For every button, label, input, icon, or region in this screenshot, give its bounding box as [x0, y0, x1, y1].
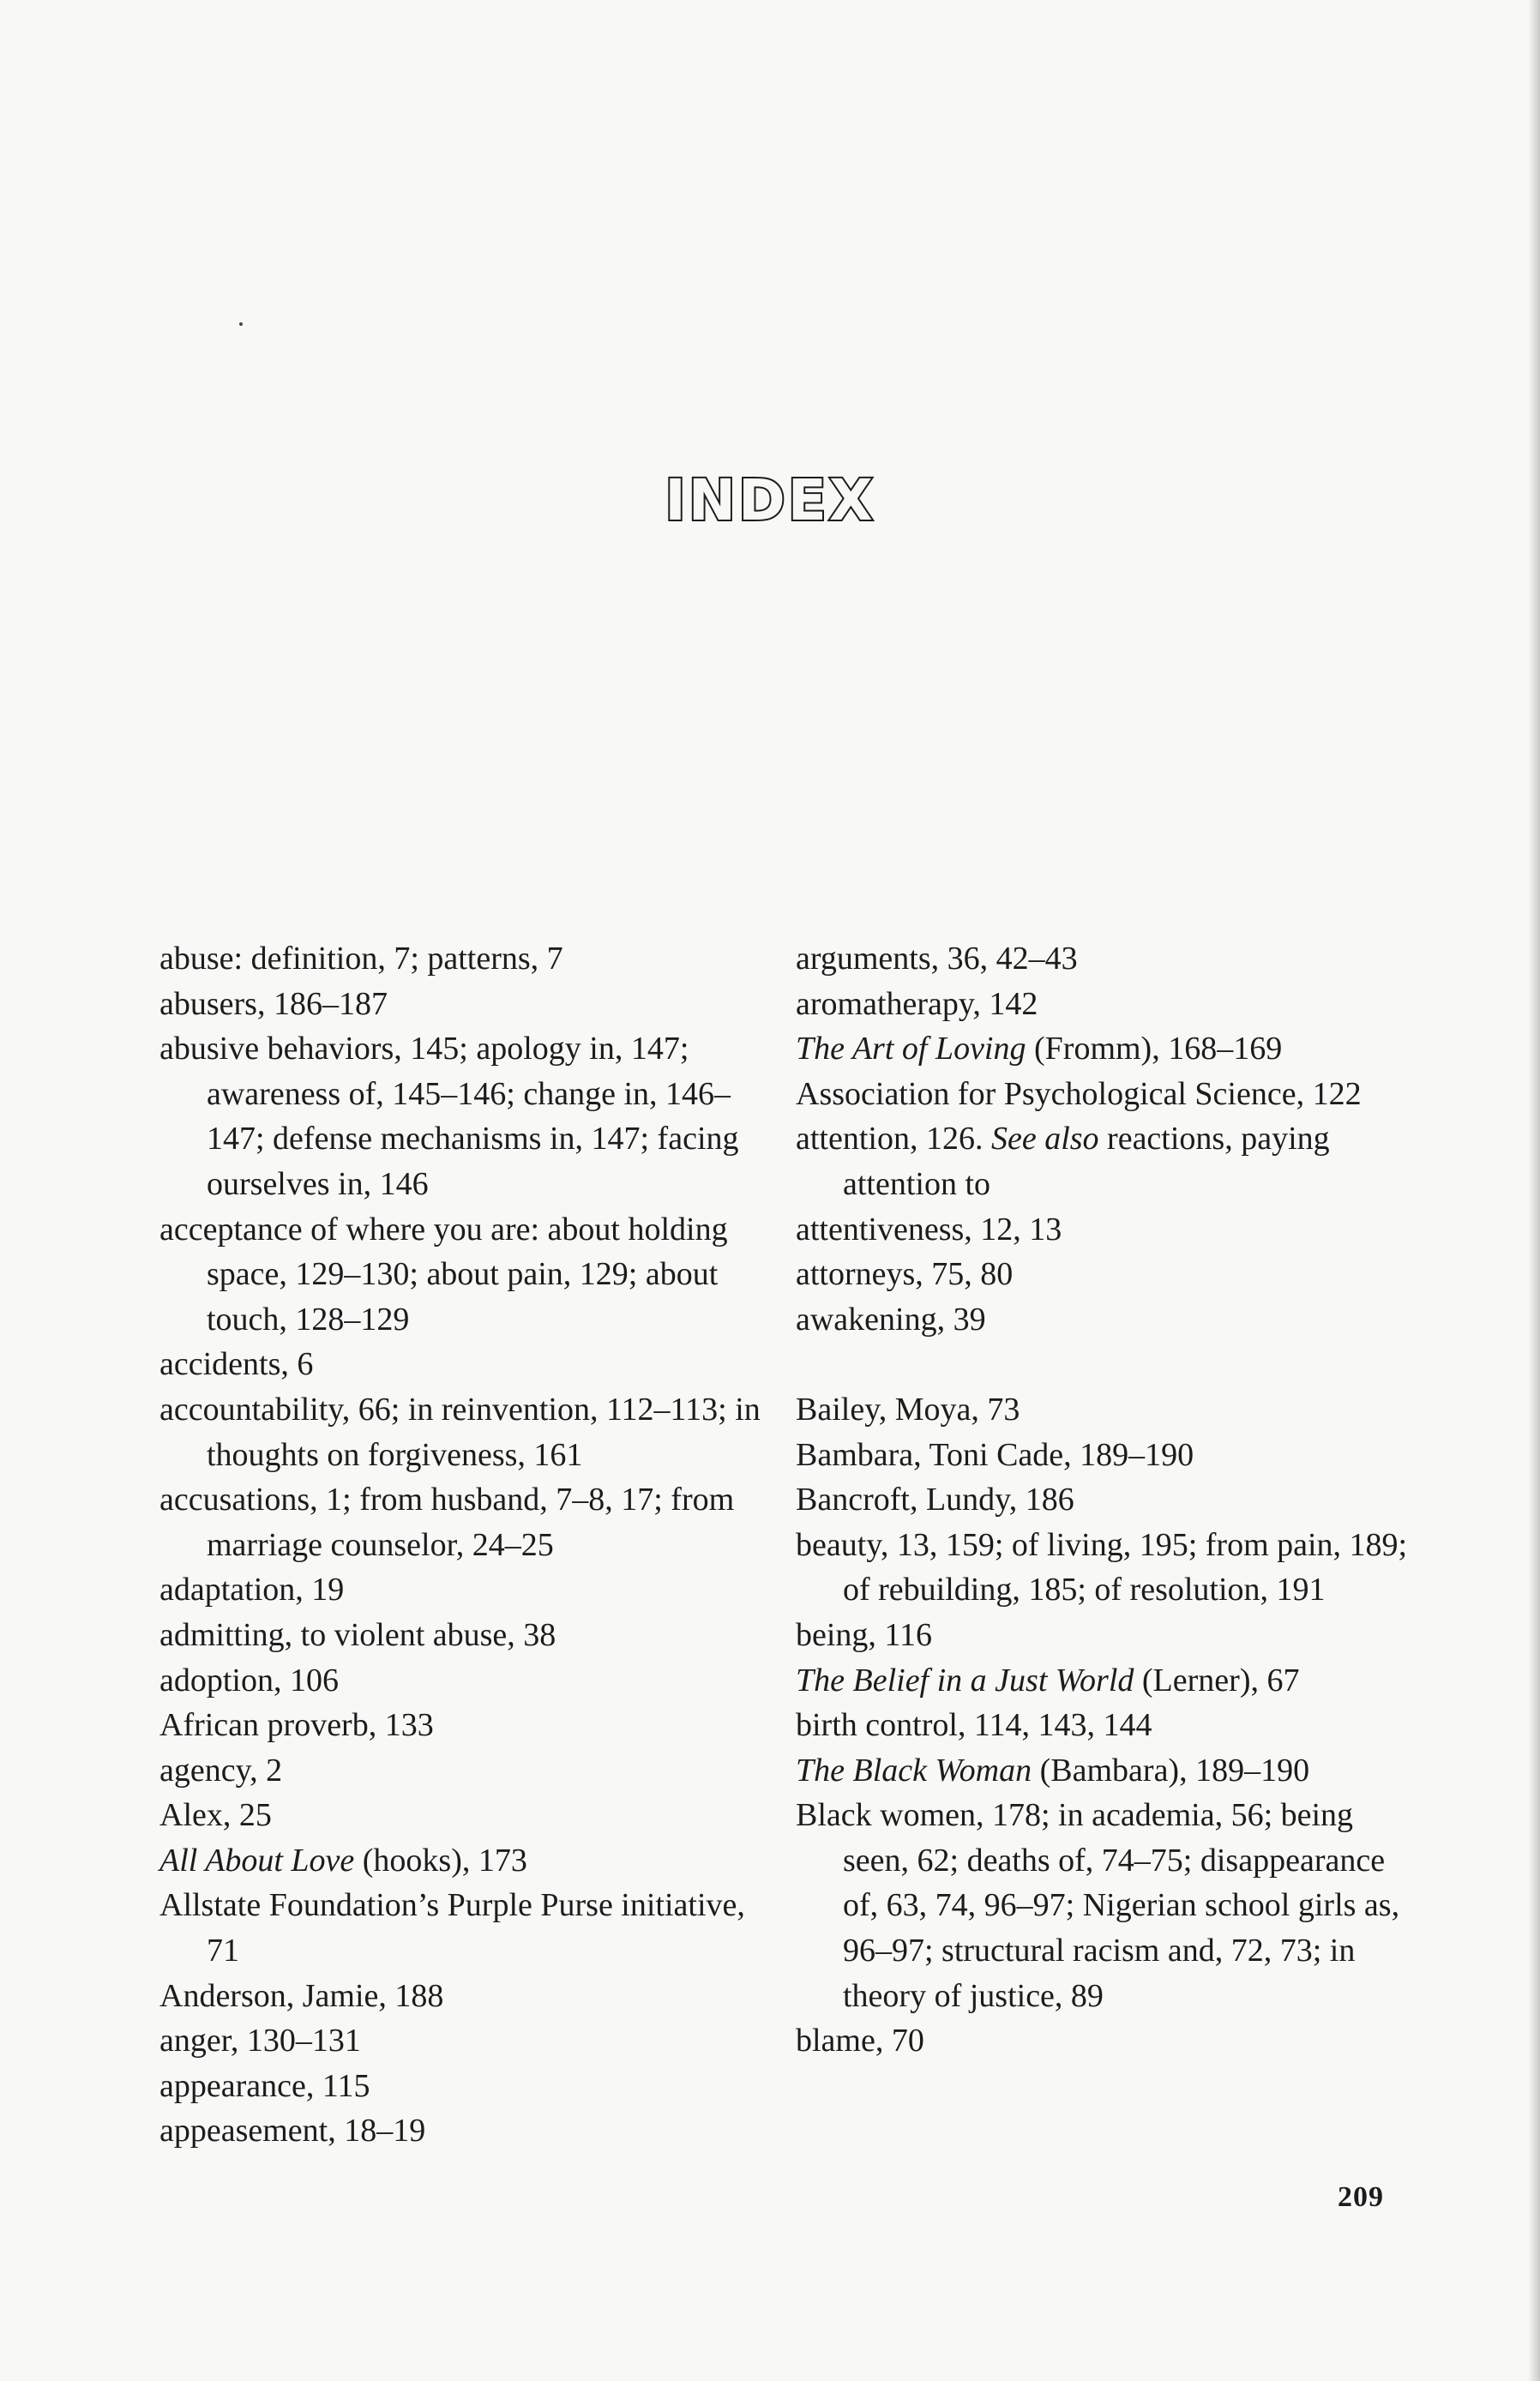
index-entry: aromatherapy, 142: [796, 985, 1038, 1022]
index-entry: Anderson, Jamie, 188: [159, 1977, 444, 2014]
index-entry: abusive behaviors, 145; apology in, 147; awareness of, 145–146; change in, 146–147; defense mechanisms in, 147; facing ourselves in, 146: [159, 1031, 739, 1202]
index-entry: Alex, 25: [159, 1797, 272, 1834]
index-entry: being, 116: [796, 1616, 933, 1653]
page-title: INDEX: [665, 467, 875, 533]
index-entry: beauty, 13, 159; of living, 195; from pain, 189; of rebuilding, 185; of resolution, 191: [796, 1526, 1408, 1608]
index-entry: The Belief in a Just World (Lerner), 67: [796, 1662, 1300, 1699]
index-entry: Bancroft, Lundy, 186: [796, 1482, 1074, 1518]
index-entry: The Art of Loving (Fromm), 168–169: [796, 1031, 1283, 1067]
index-entry: attention, 126. See also reactions, paying attention to: [796, 1121, 1330, 1202]
index-entry: anger, 130–131: [159, 2023, 361, 2059]
index-entry: abuse: definition, 7; patterns, 7: [159, 941, 563, 977]
index-entry: accusations, 1; from husband, 7–8, 17; from marriage counselor, 24–25: [159, 1482, 735, 1563]
index-column-left: [159, 936, 777, 2154]
index-entry: accidents, 6: [159, 1346, 314, 1383]
index-entry: adaptation, 19: [159, 1572, 345, 1608]
index-entry: African proverb, 133: [159, 1707, 434, 1744]
index-entry: Allstate Foundation’s Purple Purse initiative, 71: [159, 1887, 745, 1969]
index-entry: awakening, 39: [796, 1301, 986, 1338]
index-entry: agency, 2: [159, 1752, 283, 1789]
index-entry: Association for Psychological Science, 122: [796, 1075, 1362, 1112]
index-entry: The Black Woman (Bambara), 189–190: [796, 1752, 1310, 1789]
index-entry: appeasement, 18–19: [159, 2113, 426, 2150]
index-entry: admitting, to violent abuse, 38: [159, 1616, 556, 1653]
index-entry: arguments, 36, 42–43: [796, 941, 1078, 977]
index-entry: accountability, 66; in reinvention, 112–113; in thoughts on forgiveness, 161: [159, 1391, 761, 1473]
page-number: 209: [1338, 2181, 1384, 2213]
index-entry: birth control, 114, 143, 144: [796, 1707, 1152, 1744]
index-entry: appearance, 115: [159, 2067, 370, 2104]
index-entry: attorneys, 75, 80: [796, 1256, 1014, 1293]
index-entry: acceptance of where you are: about holding space, 129–130; about pain, 129; about touch, 128–129: [159, 1211, 728, 1338]
index-entry: Black women, 178; in academia, 56; being seen, 62; deaths of, 74–75; disappearance of, 63, 74, 96–97; Nigerian school girls as, 96–97; structural racism and, 72, 73; in theory of justice, 89: [796, 1797, 1400, 2014]
index-entry: attentiveness, 12, 13: [796, 1211, 1062, 1248]
page-edge: [1528, 0, 1540, 2381]
index-column-right: [796, 936, 1413, 2064]
index-entry: blame, 70: [796, 2023, 924, 2059]
index-entry: All About Love (hooks), 173: [159, 1842, 527, 1879]
index-entry: Bailey, Moya, 73: [796, 1391, 1020, 1428]
print-speck: [239, 322, 243, 326]
index-entry: abusers, 186–187: [159, 985, 388, 1022]
index-entry: Bambara, Toni Cade, 189–190: [796, 1436, 1194, 1473]
index-entry: adoption, 106: [159, 1662, 339, 1699]
section-gap: [796, 1342, 1413, 1387]
